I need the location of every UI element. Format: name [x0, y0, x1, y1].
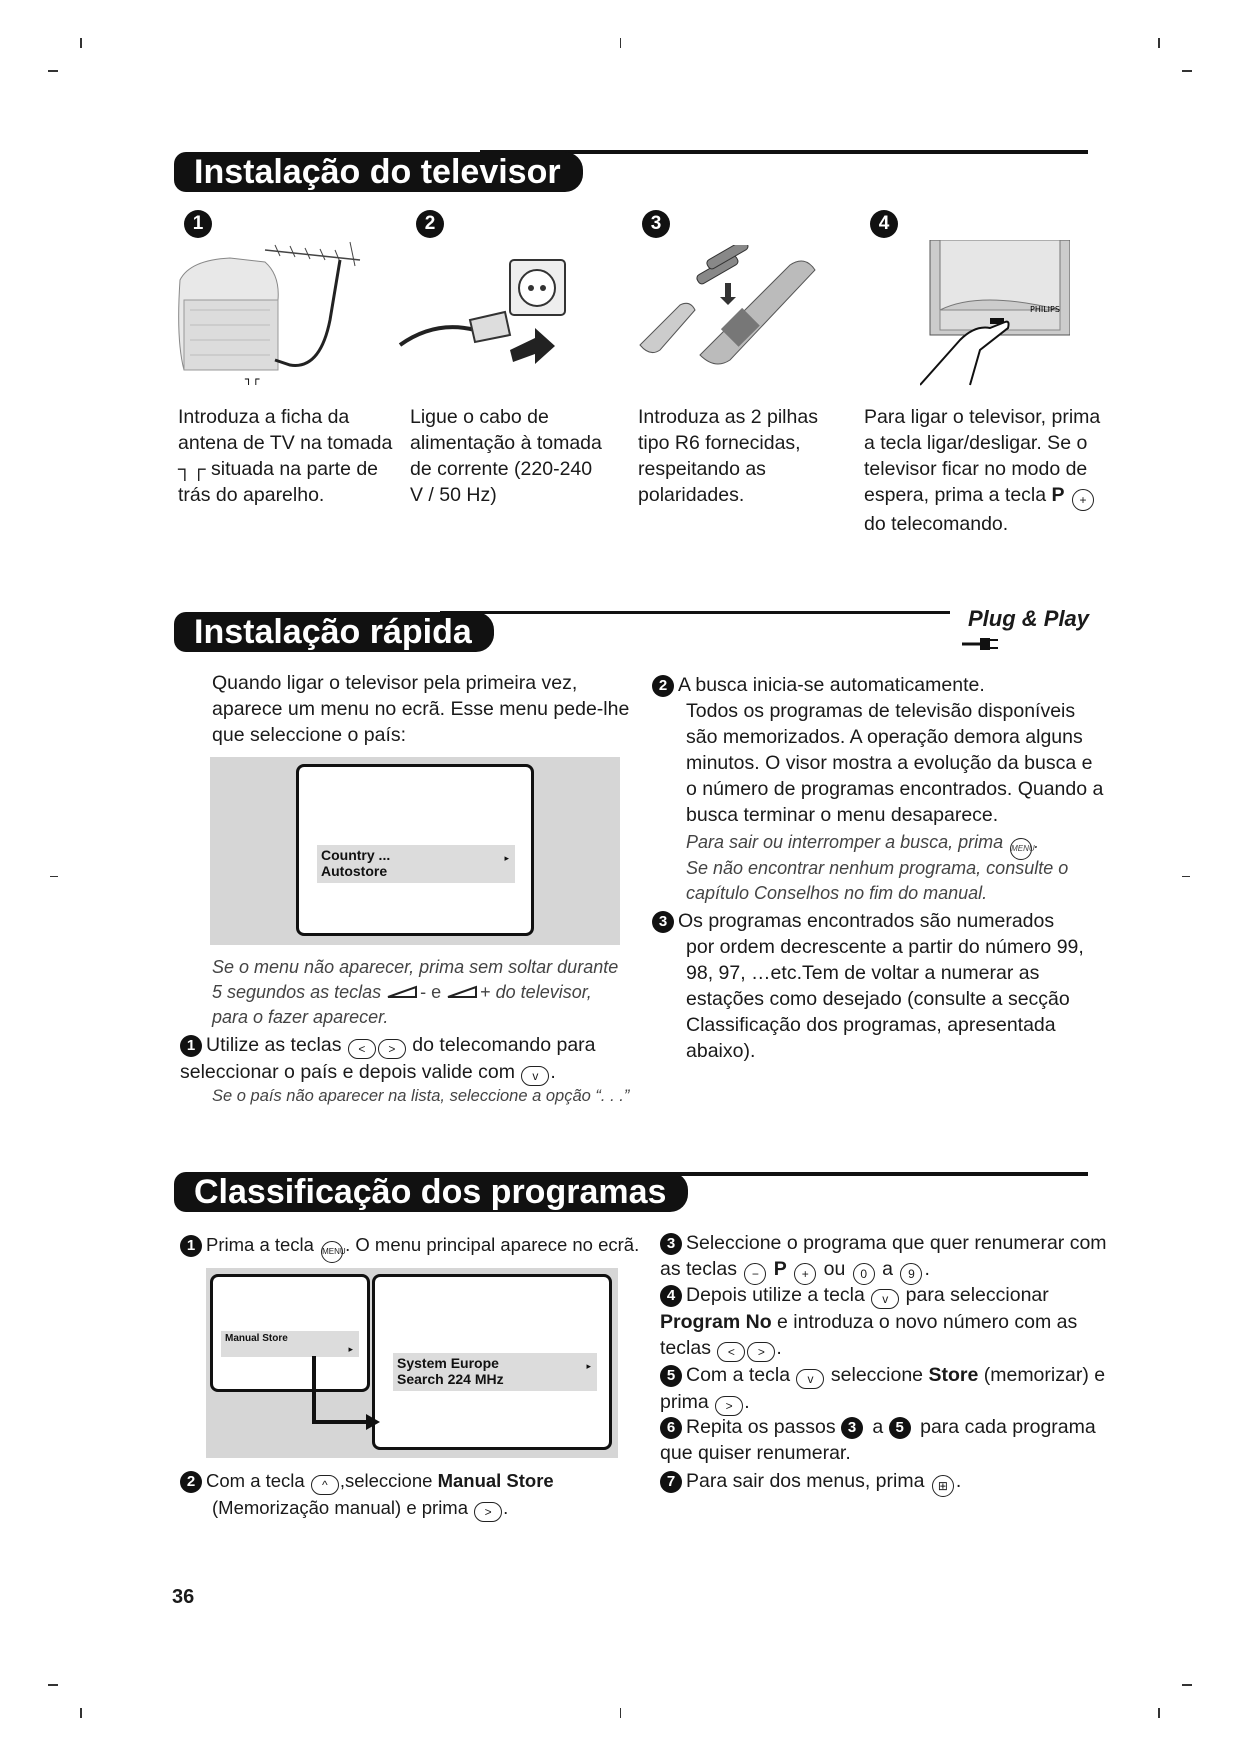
crop-mark: [620, 38, 621, 48]
step-badge: 4: [870, 210, 898, 238]
text: Repita os passos: [686, 1416, 842, 1438]
right-key-icon: >: [747, 1342, 775, 1362]
section-title-sort: Classificação dos programas: [174, 1172, 688, 1212]
section-rule: [440, 611, 950, 614]
step-badge: 3: [660, 1233, 682, 1255]
text: .: [550, 1061, 556, 1083]
page-number: 36: [172, 1586, 195, 1608]
quick-step-2: [652, 672, 1122, 698]
menu-box: [393, 1353, 597, 1391]
menu-item-system[interactable]: System Europe: [397, 1355, 499, 1371]
plug-and-play-logo: Plug & Play: [968, 606, 1090, 631]
right-arrow-icon: ▸: [504, 853, 509, 863]
crop-mark: [1182, 876, 1190, 877]
crop-mark: [1158, 1708, 1160, 1718]
country-menu-screenshot: [210, 757, 620, 945]
bold-term: Program No: [660, 1311, 772, 1333]
plus-key-icon: +: [794, 1263, 816, 1285]
step-badge: 3: [841, 1417, 863, 1439]
step-badge: 1: [180, 1035, 202, 1057]
section-title-quick: Instalação rápida: [174, 612, 494, 652]
quick-step-3: [652, 908, 1122, 934]
text: Depois utilize a tecla: [686, 1284, 871, 1306]
volume-icon: [386, 985, 420, 999]
menu-item-manual-store[interactable]: Manual Store: [225, 1333, 288, 1344]
section-rule: [660, 1172, 1088, 1176]
step-badge: 3: [652, 911, 674, 933]
text: situada na parte de trás do aparelho.: [178, 458, 379, 506]
right-key-icon: >: [474, 1502, 502, 1522]
down-key-icon: v: [521, 1066, 549, 1086]
step-badge: 5: [889, 1417, 911, 1439]
tv-screen-right: [372, 1274, 612, 1450]
manual-store-menu-screenshot: [206, 1268, 618, 1458]
step-badge: 2: [180, 1471, 202, 1493]
install-step-2-text: Ligue o cabo de alimentação à tomada de corrente (220-240 V / 50 Hz): [410, 406, 602, 506]
antenna-icon: ┐┌: [178, 458, 206, 480]
crop-mark: [1182, 1684, 1192, 1686]
remote-batteries-illustration: [630, 245, 830, 370]
text: . O menu principal aparece no ecrã.: [345, 1234, 640, 1255]
menu-box: [221, 1331, 359, 1357]
text: a: [867, 1416, 889, 1438]
text: e introduza o novo número com as teclas: [660, 1311, 1078, 1359]
quick-step-1: [180, 1032, 635, 1086]
text: .: [955, 1470, 962, 1492]
install-step-1-text: [178, 404, 403, 508]
right-arrow-icon: ▸: [348, 1344, 353, 1354]
sort-step-7: [660, 1468, 1110, 1497]
step-badge: 4: [660, 1285, 682, 1307]
quick-step-2-note2: Se não encontrar nenhum programa, consulte o capítulo Conselhos no fim do manual.: [686, 858, 1069, 903]
text: Se o menu não aparecer, prima sem soltar durante 5 segundos as teclas: [212, 957, 619, 1002]
text: do televisor, para o fazer aparecer.: [212, 982, 592, 1027]
menu-item-country[interactable]: Country ...: [321, 847, 391, 863]
text: para seleccionar: [900, 1284, 1049, 1306]
sort-step-5: [660, 1362, 1110, 1416]
right-key-icon: >: [715, 1396, 743, 1416]
tv-screen: [296, 764, 534, 936]
text: A busca inicia-se automaticamente.: [678, 674, 985, 696]
text: Para ligar o televisor, prima a tecla ligar/desligar. Se o televisor ficar no modo de espera, prima a tecla: [864, 406, 1101, 506]
text: ,seleccione: [339, 1470, 438, 1491]
text: ou: [818, 1258, 851, 1280]
text: .: [744, 1391, 750, 1413]
digit-9-key-icon: 9: [900, 1263, 922, 1285]
step-badge: 3: [642, 210, 670, 238]
volume-icon: [446, 985, 480, 999]
text: para cada programa que quiser renumerar.: [660, 1416, 1096, 1464]
text: Com a tecla: [686, 1364, 796, 1386]
tv-antenna-illustration: [170, 240, 380, 385]
left-key-icon: <: [717, 1342, 745, 1362]
text: Introduza a ficha da antena de TV na tomada: [178, 406, 393, 454]
crop-mark: [1158, 38, 1160, 48]
step-badge: 6: [660, 1417, 682, 1439]
text: +: [480, 982, 491, 1002]
text: a: [876, 1258, 899, 1280]
text: - e: [420, 982, 447, 1002]
crop-mark: [80, 1708, 82, 1718]
bold-term: Manual Store: [437, 1470, 554, 1491]
text: do telecomando.: [864, 513, 1009, 535]
bold-term: Store: [928, 1364, 979, 1386]
plug-icon: [962, 636, 1002, 652]
digit-0-key-icon: 0: [853, 1263, 875, 1285]
navigation-arrow: [310, 1356, 380, 1436]
sort-step-6: [660, 1414, 1110, 1466]
right-arrow-icon: ▸: [586, 1361, 591, 1371]
step-badge: 2: [416, 210, 444, 238]
crop-mark: [80, 38, 82, 48]
sort-step-1: [180, 1232, 640, 1263]
quick-step-3-body: por ordem decrescente a partir do número 99, 98, 97, …etc.Tem de voltar a numerar as estações como desejado (consulte a secção Classificação dos programas, apresentada abaixo).: [686, 936, 1084, 1062]
text: .: [776, 1337, 782, 1359]
left-key-icon: <: [348, 1039, 376, 1059]
svg-text:PHILIPS: PHILIPS: [1030, 305, 1060, 314]
crop-mark: [48, 1684, 58, 1686]
menu-key-icon: MENU: [1010, 838, 1032, 860]
down-key-icon: v: [796, 1369, 824, 1389]
text: (memorizar) e prima: [660, 1364, 1106, 1413]
quick-step-2-body: Todos os programas de televisão disponíveis são memorizados. A operação demora alguns minutos. O visor mostra a evolução da busca e o número de programas encontrados. Quando a busca terminar o menu desaparece.: [686, 700, 1104, 826]
install-step-3-text: Introduza as 2 pilhas tipo R6 fornecidas, respeitando as polaridades.: [638, 406, 818, 506]
sort-step-4: [660, 1282, 1110, 1362]
exit-key-icon: ⊞: [932, 1475, 954, 1497]
sort-step-2: [180, 1468, 640, 1522]
step-badge: 7: [660, 1471, 682, 1493]
crop-mark: [1182, 70, 1192, 72]
text: seleccione: [825, 1364, 929, 1386]
p-key-label: P: [773, 1258, 787, 1280]
install-step-4-text: [864, 404, 1112, 537]
power-plug-illustration: [395, 250, 585, 380]
text: Seleccione o programa que quer renumerar com as teclas: [660, 1232, 1107, 1280]
crop-mark: [50, 876, 58, 877]
up-key-icon: ^: [311, 1475, 339, 1495]
text: Utilize as teclas: [206, 1034, 347, 1056]
down-key-icon: v: [871, 1289, 899, 1309]
step-badge: 2: [652, 675, 674, 697]
step-badge: 1: [180, 1235, 202, 1257]
quick-step-1-note: Se o país não aparecer na lista, seleccione a opção “. . .”: [212, 1087, 630, 1105]
step-badge: 1: [184, 210, 212, 238]
minus-key-icon: −: [744, 1263, 766, 1285]
quick-note: [212, 955, 632, 1030]
text: Para sair ou interromper a busca, prima: [686, 832, 1009, 852]
menu-box: [317, 845, 515, 883]
menu-item-autostore[interactable]: Autostore: [321, 863, 388, 879]
plus-key-icon: +: [1072, 489, 1094, 511]
p-key-label: P: [1051, 484, 1065, 506]
text: (Memorização manual) e prima: [212, 1497, 474, 1518]
step-badge: 5: [660, 1365, 682, 1387]
text: Os programas encontrados são numerados: [678, 910, 1055, 932]
crop-mark: [620, 1708, 621, 1718]
text: .: [1034, 832, 1040, 852]
sort-step-3: [660, 1230, 1110, 1285]
tv-power-button-illustration: [920, 240, 1070, 390]
menu-item-search[interactable]: Search 224 MHz: [397, 1371, 504, 1387]
text: .: [924, 1258, 930, 1280]
menu-key-icon: MENU: [321, 1241, 343, 1263]
crop-mark: [48, 70, 58, 72]
section-title-install: Instalação do televisor: [174, 152, 583, 192]
text: Para sair dos menus, prima: [686, 1470, 930, 1492]
text: Prima a tecla: [206, 1234, 320, 1255]
quick-intro: Quando ligar o televisor pela primeira vez, aparece um menu no ecrã. Esse menu pede-lhe que seleccione o país:: [212, 672, 630, 746]
right-key-icon: >: [378, 1039, 406, 1059]
text: .: [503, 1497, 509, 1518]
svg-text:┐┌: ┐┌: [245, 372, 260, 385]
text: do telecomando para seleccionar o país e depois valide com: [180, 1034, 596, 1083]
text: Com a tecla: [206, 1470, 310, 1491]
